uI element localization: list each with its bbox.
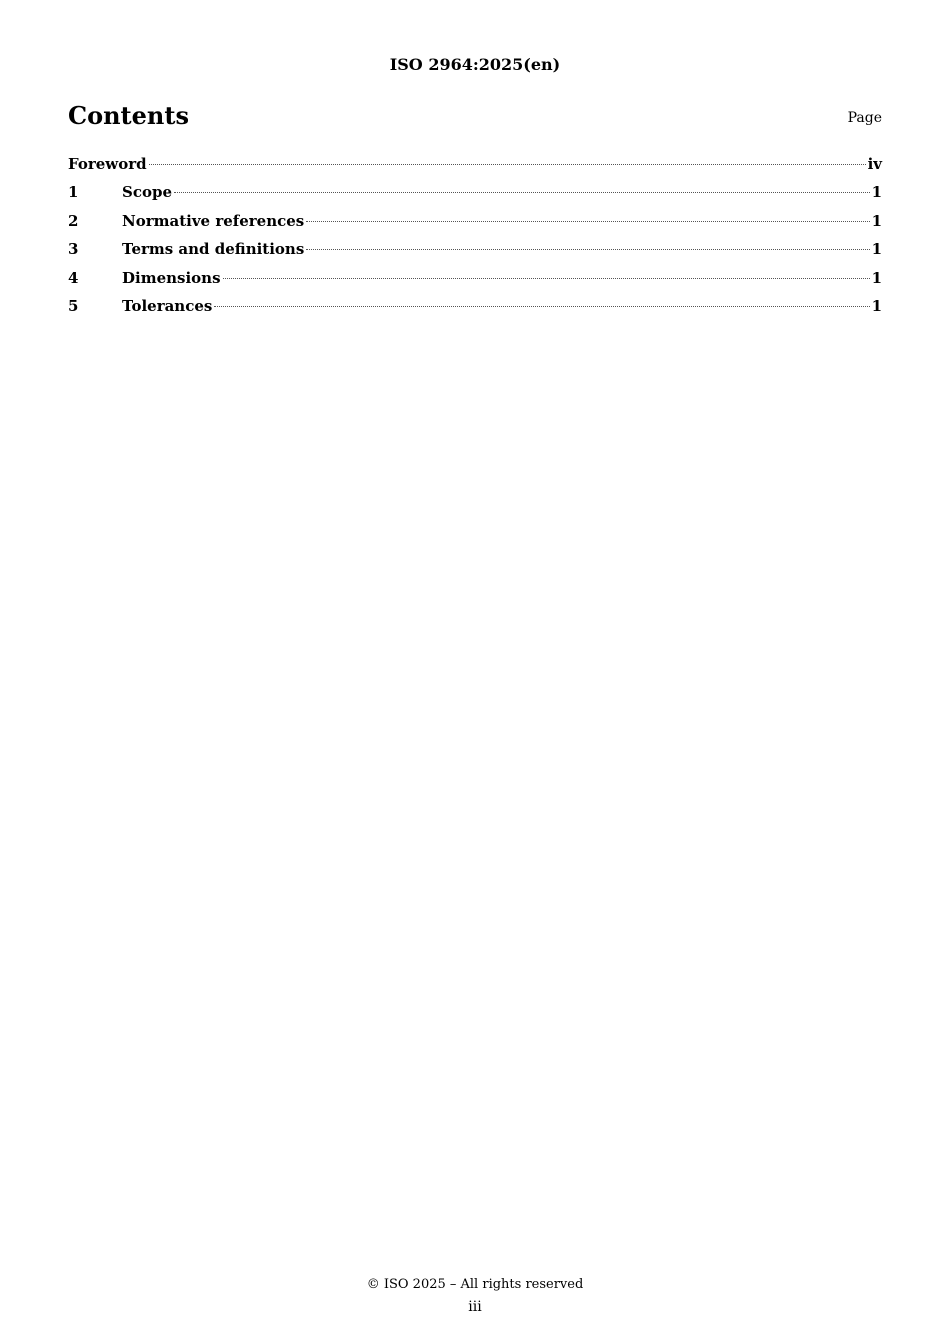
toc-dot-leader <box>214 306 869 307</box>
toc-dot-leader <box>174 192 870 193</box>
toc-entry-page: iv <box>867 155 882 173</box>
toc-entry-terms-and-definitions[interactable] <box>68 237 882 265</box>
footer-copyright: © ISO 2025 – All rights reserved <box>366 1277 584 1292</box>
toc-entry-title: Dimensions <box>122 268 221 287</box>
table-of-contents <box>68 152 882 322</box>
contents-heading-row <box>68 100 882 132</box>
toc-dot-leader <box>223 278 870 279</box>
toc-entry-page: 1 <box>871 296 882 315</box>
toc-entry-number: 2 <box>68 211 79 230</box>
toc-entry-scope[interactable] <box>68 180 882 208</box>
toc-entry-number: 5 <box>68 296 79 315</box>
toc-entry-title: Scope <box>122 183 173 202</box>
toc-entry-number: 3 <box>68 240 79 259</box>
toc-entry-page: 1 <box>871 211 882 230</box>
toc-entry-foreword[interactable] <box>68 152 882 180</box>
toc-entry-page: 1 <box>871 268 882 287</box>
toc-dot-leader <box>149 164 866 165</box>
document-id-header: ISO 2964:2025(en) <box>389 55 561 74</box>
footer-page-number: iii <box>468 1299 482 1315</box>
toc-entry-number: 1 <box>68 183 79 202</box>
toc-entry-normative-references[interactable] <box>68 209 882 237</box>
toc-entry-title: Normative references <box>122 211 305 230</box>
toc-entry-title: Tolerances <box>122 296 213 315</box>
toc-entry-page: 1 <box>871 183 882 202</box>
toc-entry-title: Foreword <box>68 155 147 173</box>
toc-entry-page: 1 <box>871 240 882 259</box>
toc-entry-number: 4 <box>68 268 79 287</box>
toc-entry-title: Terms and definitions <box>122 240 305 259</box>
contents-title: Contents <box>68 101 189 130</box>
toc-dot-leader <box>306 249 869 250</box>
toc-entry-dimensions[interactable] <box>68 266 882 294</box>
toc-dot-leader <box>306 221 869 222</box>
toc-entry-tolerances[interactable] <box>68 294 882 322</box>
page-column-label: Page <box>847 110 882 126</box>
